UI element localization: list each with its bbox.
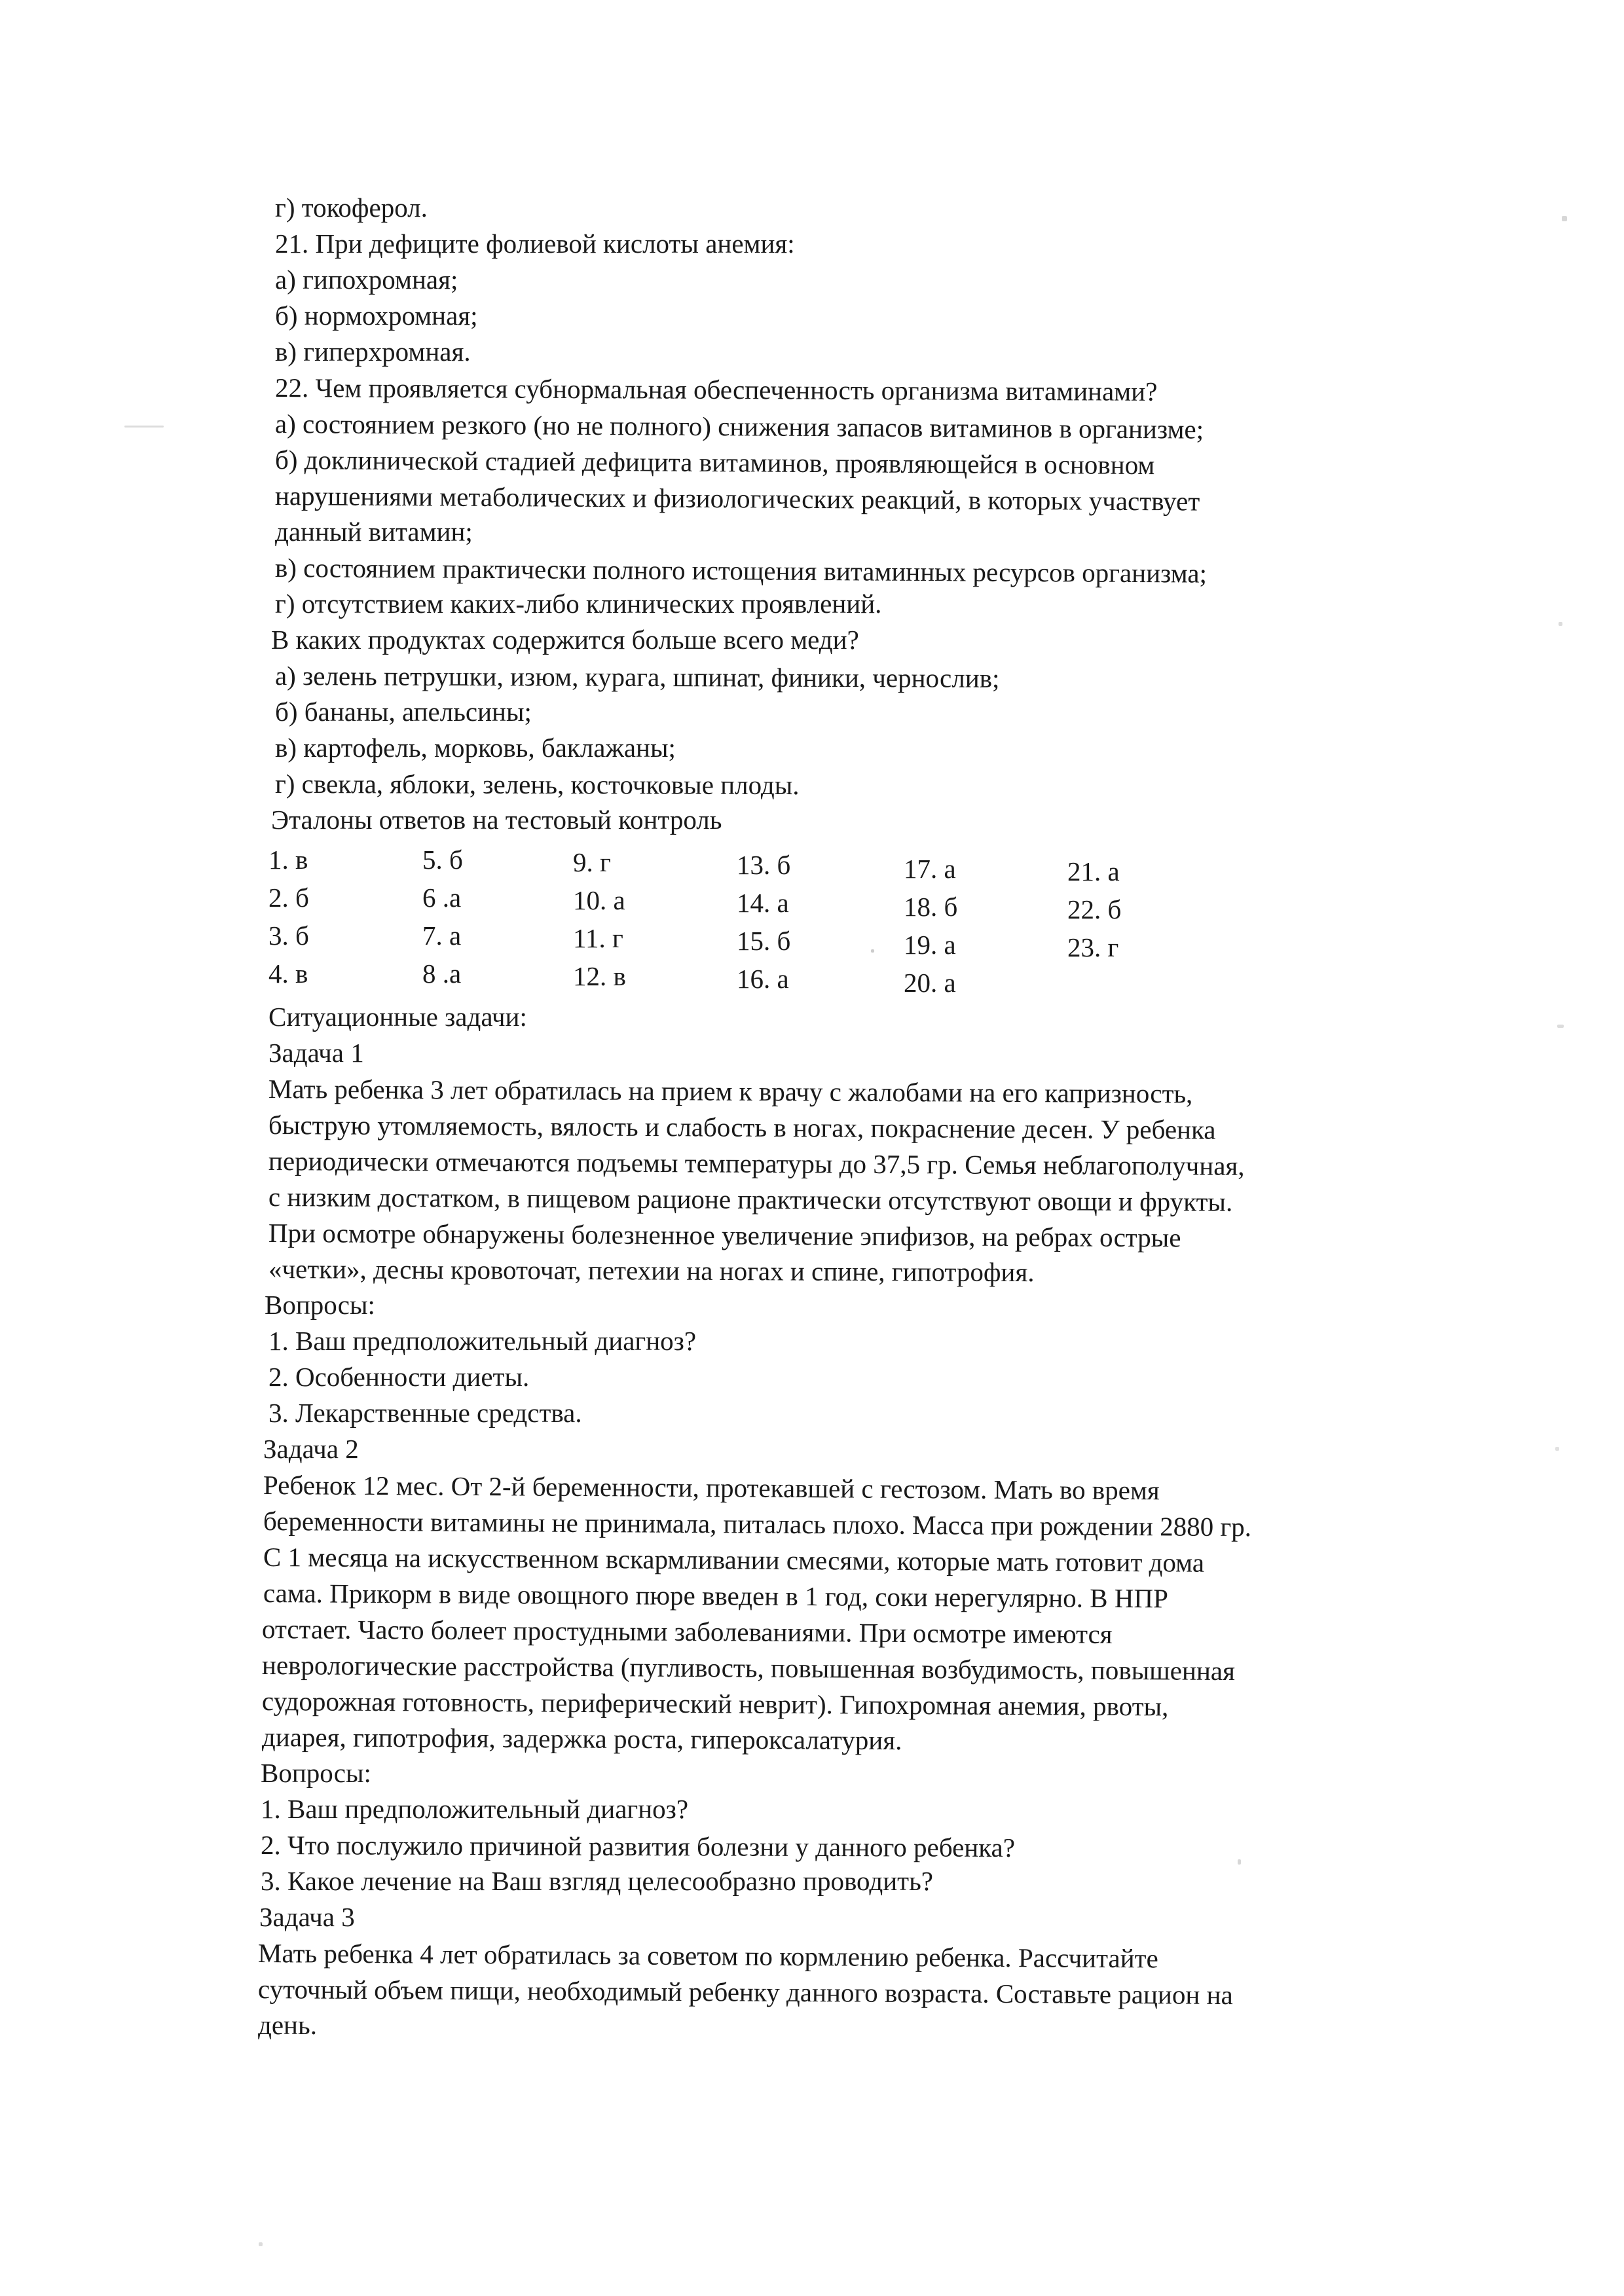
answer-item: 11. г (573, 923, 623, 953)
answer-item: 7. а (422, 920, 462, 951)
answer-item: 17. а (904, 854, 956, 884)
task-text-line: беременности витамины не принимала, питалась плохо. Масса при рождении 2880 гр. (263, 1506, 1252, 1542)
option-line: г) свекла, яблоки, зелень, косточковые плоды. (274, 769, 800, 801)
question-21: 21. При дефиците фолиевой кислоты анемия: (275, 228, 795, 259)
task-question: 2. Особенности диеты. (268, 1362, 530, 1392)
answer-item: 18. б (904, 892, 958, 922)
answer-item: 20. а (904, 968, 956, 998)
task-text-line: диарея, гипотрофия, задержка роста, гипероксалатурия. (261, 1722, 902, 1756)
option-line: данный витамин; (275, 517, 473, 547)
task-question: 3. Лекарственные средства. (268, 1398, 582, 1428)
scan-speck (1555, 1447, 1559, 1451)
option-line: г) токоферол. (275, 192, 428, 223)
task-question: 3. Какое лечение на Ваш взгляд целесообразно проводить? (261, 1866, 933, 1896)
questions-label: Вопросы: (265, 1290, 375, 1320)
answer-key-heading: Эталоны ответов на тестовый контроль (271, 805, 722, 835)
answer-item: 4. в (268, 958, 308, 989)
answer-item: 16. а (737, 964, 789, 994)
questions-label: Вопросы: (261, 1758, 371, 1788)
task-heading: Задача 2 (263, 1434, 359, 1464)
answer-item: 6 .а (422, 883, 462, 913)
task-text-line: Мать ребенка 4 лет обратилась за советом по кормлению ребенка. Рассчитайте (257, 1938, 1158, 1974)
answer-item: 1. в (268, 845, 308, 875)
answer-item: 10. а (573, 885, 625, 915)
answer-column (573, 843, 626, 995)
answer-item: 8 .а (422, 958, 462, 989)
option-line: б) доклинической стадией дефицита витаминов, проявляющейся в основном (274, 445, 1155, 481)
option-line: а) зелень петрушки, изюм, курага, шпинат, финики, чернослив; (274, 661, 1000, 693)
task-text-line: день. (258, 2010, 317, 2040)
answer-item: 15. б (737, 926, 791, 956)
answer-column (422, 841, 463, 993)
option-line: нарушениями метаболических и физиологических реакций, в которых участвует (274, 481, 1200, 517)
option-line: в) состоянием практически полного истощения витаминных ресурсов организма; (274, 553, 1208, 589)
option-line: в) гиперхромная. (275, 337, 471, 367)
answer-item: 12. в (573, 961, 626, 991)
scan-speck (1562, 216, 1567, 221)
task-question: 1. Ваш предположительный диагноз? (268, 1326, 697, 1356)
answer-item: 5. б (422, 845, 463, 875)
task-heading: Задача 3 (259, 1902, 355, 1932)
task-heading: Задача 1 (268, 1038, 364, 1068)
answer-item: 21. а (1067, 856, 1120, 886)
question-copy: В каких продуктах содержится больше всего меди? (271, 625, 859, 655)
option-line: б) нормохромная; (275, 301, 478, 331)
answer-key-grid (249, 841, 1428, 1004)
task-text-line: Ребенок 12 мес. От 2-й беременности, протекавшей с гестозом. Мать во время (263, 1470, 1160, 1506)
answer-column (737, 846, 790, 998)
task-text-line: неврологические расстройства (пугливость, повышенная возбудимость, повышенная (261, 1650, 1236, 1686)
answer-item: 3. б (268, 920, 309, 951)
document-page (249, 190, 1428, 2043)
scan-speck (124, 426, 164, 428)
task-text-line: «четки», десны кровоточат, петехии на ногах и спине, гипотрофия. (268, 1254, 1035, 1288)
scan-speck (1557, 1025, 1564, 1028)
option-line: а) состоянием резкого (но не полного) снижения запасов витаминов в организме; (274, 409, 1204, 445)
section-heading: Ситуационные задачи: (268, 1002, 527, 1032)
test-questions-section (249, 190, 1428, 838)
answer-item: 22. б (1067, 894, 1122, 924)
situational-tasks-section (249, 999, 1428, 2043)
answer-column (268, 841, 309, 993)
option-line: в) картофель, морковь, баклажаны; (275, 733, 676, 763)
scan-speck (1559, 622, 1562, 626)
option-line: г) отсутствием каких-либо клинических проявлений. (275, 589, 882, 619)
task-text-line: отстает. Часто болеет простудными заболеваниями. При осмотре имеются (261, 1614, 1113, 1649)
option-line: а) гипохромная; (275, 264, 458, 295)
answer-item: 14. а (737, 888, 789, 918)
task-text-line: При осмотре обнаружены болезненное увеличение эпифизов, на ребрах острые (268, 1218, 1181, 1253)
option-line: б) бананы, апельсины; (275, 697, 532, 727)
task-text-line: Мать ребенка 3 лет обратилась на прием к врачу с жалобами на его капризность, (268, 1074, 1193, 1109)
task-text-line: судорожная готовность, периферический неврит). Гипохромная анемия, рвоты, (261, 1686, 1169, 1722)
task-text-line: суточный объем пищи, необходимый ребенку данного возраста. Составьте рацион на (257, 1974, 1233, 2011)
answer-item: 23. г (1067, 932, 1119, 962)
scan-speck (259, 2242, 263, 2246)
answer-item: 2. б (268, 883, 309, 913)
task-text-line: С 1 месяца на искусственном вскармливании смесями, которые мать готовит дома (263, 1542, 1205, 1578)
answer-item: 19. а (904, 930, 956, 960)
task-text-line: с низким достатком, в пищевом рационе практически отсутствуют овощи и фрукты. (268, 1182, 1233, 1217)
task-question: 2. Что послужило причиной развития болезни у данного ребенка? (260, 1830, 1016, 1863)
task-text-line: сама. Прикорм в виде овощного пюре введен в 1 год, соки нерегулярно. В НПР (263, 1578, 1168, 1614)
task-text-line: периодически отмечаются подъемы температуры до 37,5 гр. Семья неблагополучная, (268, 1146, 1245, 1181)
answer-item: 9. г (573, 847, 611, 877)
task-question: 1. Ваш предположительный диагноз? (261, 1794, 689, 1824)
answer-item: 13. б (737, 850, 791, 880)
task-text-line: быструю утомляемость, вялость и слабость в ногах, покраснение десен. У ребенка (268, 1110, 1216, 1145)
answer-column (904, 850, 957, 1002)
question-22: 22. Чем проявляется субнормальная обеспеченность организма витаминами? (274, 373, 1158, 407)
answer-column (1067, 852, 1121, 966)
